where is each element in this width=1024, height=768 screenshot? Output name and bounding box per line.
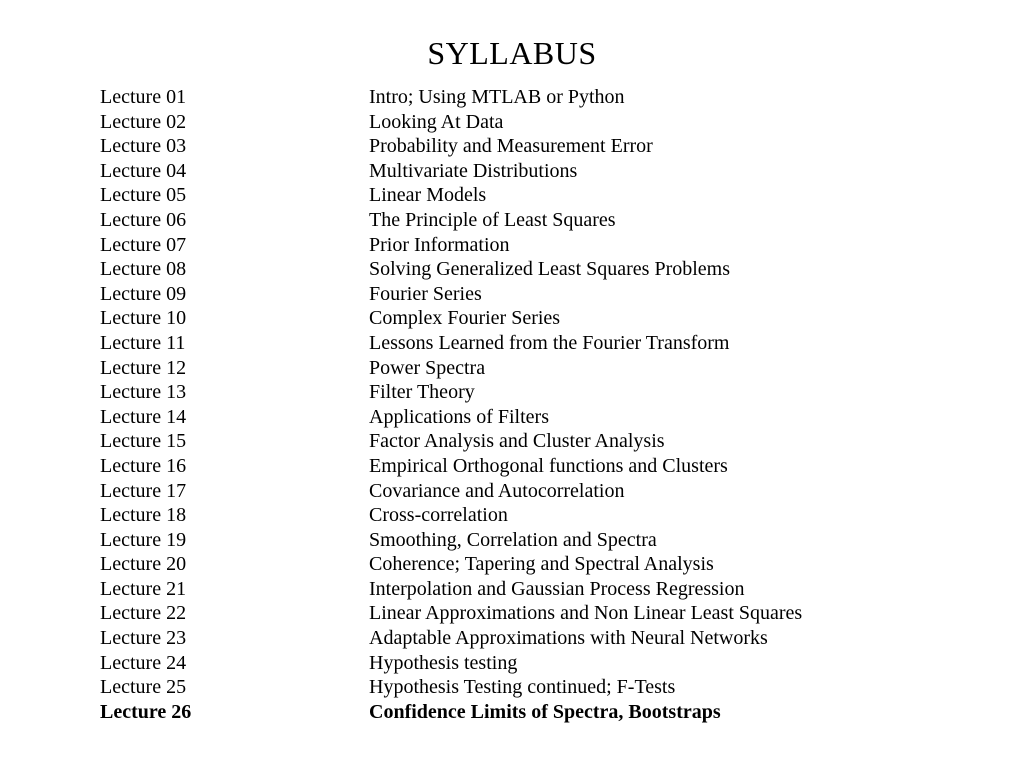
lecture-number: Lecture 09 xyxy=(100,282,187,305)
lecture-row xyxy=(100,134,980,159)
lecture-number: Lecture 23 xyxy=(100,627,187,650)
lecture-row xyxy=(100,380,980,405)
lecture-row xyxy=(100,601,980,626)
lecture-topic: The Principle of Least Squares xyxy=(369,208,616,231)
lecture-topic: Filter Theory xyxy=(369,381,475,404)
lecture-row xyxy=(100,700,980,725)
lecture-row xyxy=(100,85,980,110)
lecture-topic: Solving Generalized Least Squares Problems xyxy=(369,258,731,281)
lecture-row xyxy=(100,257,980,282)
lecture-topic: Intro; Using MTLAB or Python xyxy=(369,86,625,108)
lecture-row xyxy=(100,429,980,454)
lecture-number: Lecture 08 xyxy=(100,258,187,281)
lecture-row xyxy=(100,110,980,135)
page-title: SYLLABUS xyxy=(427,35,597,71)
lecture-topic: Empirical Orthogonal functions and Clusters xyxy=(369,454,728,477)
lecture-row xyxy=(100,675,980,700)
lecture-topic: Linear Models xyxy=(369,184,487,207)
lecture-number: Lecture 02 xyxy=(100,110,187,133)
lecture-topic: Confidence Limits of Spectra, Bootstraps xyxy=(369,700,721,723)
lecture-number: Lecture 17 xyxy=(100,479,187,502)
lecture-row xyxy=(100,159,980,184)
lecture-row xyxy=(100,577,980,602)
lecture-topic: Applications of Filters xyxy=(369,405,549,428)
lecture-topic: Fourier Series xyxy=(369,282,482,305)
lecture-topic: Smoothing, Correlation and Spectra xyxy=(369,528,657,551)
lecture-row xyxy=(100,528,980,553)
lecture-row xyxy=(100,356,980,381)
lecture-row xyxy=(100,626,980,651)
lecture-row xyxy=(100,282,980,307)
lecture-number: Lecture 07 xyxy=(100,233,187,256)
lecture-topic: Multivariate Distributions xyxy=(369,159,578,182)
lecture-topic: Interpolation and Gaussian Process Regression xyxy=(369,577,745,600)
lecture-topic: Covariance and Autocorrelation xyxy=(369,479,625,502)
lecture-number: Lecture 06 xyxy=(100,208,187,231)
lecture-row xyxy=(100,331,980,356)
lecture-topic: Power Spectra xyxy=(369,356,486,379)
lecture-row xyxy=(100,233,980,258)
lecture-topic: Lessons Learned from the Fourier Transform xyxy=(369,331,730,354)
lecture-topic: Complex Fourier Series xyxy=(369,307,561,330)
lecture-number: Lecture 19 xyxy=(100,528,187,551)
lecture-number: Lecture 03 xyxy=(100,135,187,158)
lecture-topic: Cross-correlation xyxy=(369,504,508,527)
lecture-number: Lecture 05 xyxy=(100,184,187,207)
lecture-topic: Coherence; Tapering and Spectral Analysis xyxy=(369,553,714,576)
lecture-row xyxy=(100,651,980,676)
lecture-topic: Prior Information xyxy=(369,233,510,256)
lecture-number: Lecture 01 xyxy=(100,86,187,108)
lecture-number: Lecture 22 xyxy=(100,602,187,625)
lecture-number: Lecture 12 xyxy=(100,356,187,379)
lecture-topic: Hypothesis testing xyxy=(369,651,518,674)
lecture-number: Lecture 20 xyxy=(100,553,187,576)
lecture-number: Lecture 25 xyxy=(100,676,187,699)
lecture-topic: Probability and Measurement Error xyxy=(369,135,653,158)
lecture-number: Lecture 13 xyxy=(100,381,187,404)
lecture-row xyxy=(100,183,980,208)
lecture-row xyxy=(100,479,980,504)
lecture-number: Lecture 15 xyxy=(100,430,187,453)
lecture-number: Lecture 26 xyxy=(100,700,192,723)
lecture-topic: Factor Analysis and Cluster Analysis xyxy=(369,430,665,453)
lecture-number: Lecture 11 xyxy=(100,331,186,354)
lecture-list xyxy=(100,85,980,724)
lecture-number: Lecture 14 xyxy=(100,405,187,428)
lecture-row xyxy=(100,503,980,528)
lecture-row xyxy=(100,454,980,479)
lecture-number: Lecture 10 xyxy=(100,307,187,330)
lecture-number: Lecture 21 xyxy=(100,577,187,600)
lecture-topic: Adaptable Approximations with Neural Networks xyxy=(369,627,768,650)
lecture-topic: Hypothesis Testing continued; F-Tests xyxy=(369,676,676,699)
lecture-number: Lecture 18 xyxy=(100,504,187,527)
lecture-topic: Linear Approximations and Non Linear Least Squares xyxy=(369,602,803,625)
lecture-row xyxy=(100,208,980,233)
lecture-number: Lecture 16 xyxy=(100,454,187,477)
lecture-number: Lecture 04 xyxy=(100,159,187,182)
lecture-number: Lecture 24 xyxy=(100,651,187,674)
lecture-row xyxy=(100,306,980,331)
lecture-topic: Looking At Data xyxy=(369,110,504,133)
lecture-row xyxy=(100,552,980,577)
lecture-row xyxy=(100,405,980,430)
